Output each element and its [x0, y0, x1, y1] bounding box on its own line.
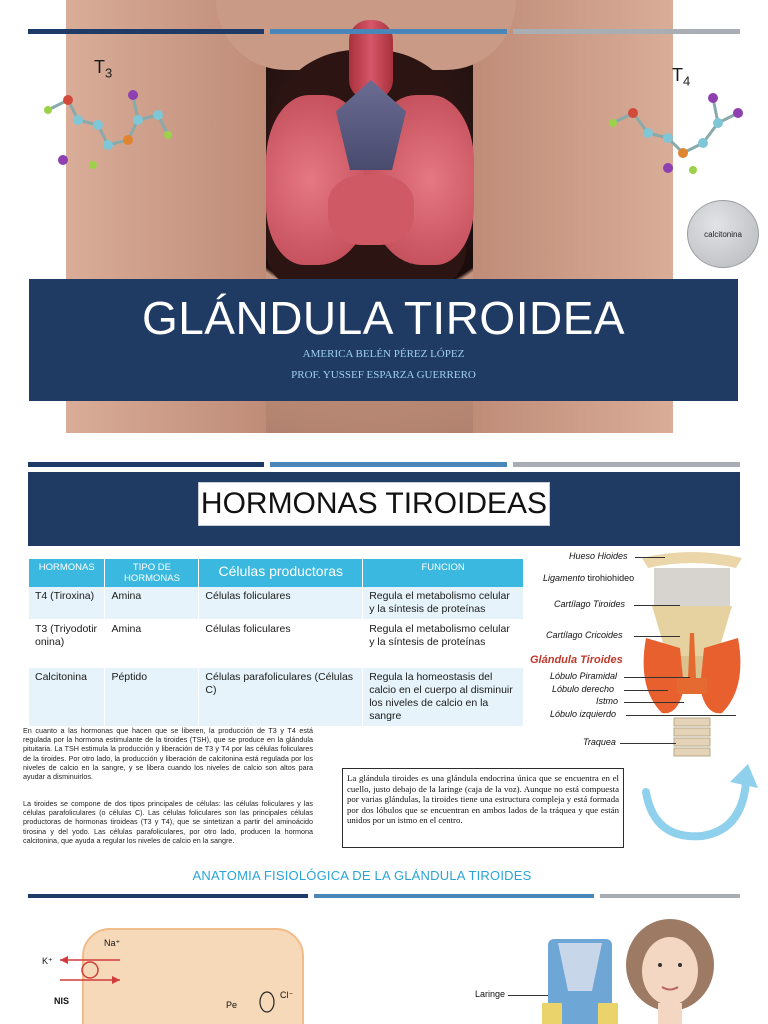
slide-title: GLÁNDULA TIROIDEA: [141, 292, 626, 344]
label-traquea: Traquea: [583, 737, 616, 747]
professor-name: PROF. YUSSEF ESPARZA GUERRERO: [291, 369, 476, 381]
t3-label: $T_3$: [94, 57, 113, 81]
hormones-slide: [0, 452, 768, 1024]
slide-heading: HORMONAS TIROIDEAS: [198, 482, 550, 526]
na-label: Na⁺: [104, 938, 121, 948]
label-lobulo-izquierdo: Lóbulo izquierdo: [550, 709, 617, 719]
k-label: K⁺: [42, 956, 53, 966]
partial-label: Pe: [226, 1000, 238, 1010]
heading-band: [28, 472, 740, 546]
channel-icon: [252, 990, 282, 1014]
cl-label: Cl⁻: [280, 990, 294, 1000]
table-cell: Células foliculares: [199, 587, 363, 620]
title-band: [29, 279, 738, 401]
table-cell: Amina: [105, 587, 199, 620]
curved-arrow-icon: [632, 756, 762, 846]
person-head-icon: [622, 917, 718, 1024]
anatomy-section-title: ANATOMIA FISIOLÓGICA DE LA GLÁNDULA TIROIDES: [192, 868, 532, 883]
top-stripes: [28, 29, 740, 34]
table-header: FUNCION: [363, 559, 524, 587]
table-cell: T4 (Tiroxina): [29, 587, 105, 620]
calcitonina-bubble: calcitonina: [687, 200, 759, 268]
table-row: [29, 668, 524, 727]
table-cell: Péptido: [105, 668, 199, 727]
follicular-cell-diagram: [30, 924, 330, 1024]
laringe-label: Laringe: [475, 989, 506, 999]
cells-paragraph: La tiroides se compone de dos tipos principales de células: las células foliculares y las células parafoliculares (o células C). Las células foliculares son las principales células productoras de hormonas tiroideas (T3 y T4), que se sintetizan a partir del aminoácido tirosina y del yodo. Las células parafoliculares, por otro lado, producen la hormona calcitonina, que ayuda a regular los niveles de calcio en la sangre.: [23, 799, 313, 845]
label-hueso-hioides: Hueso Hioides: [569, 551, 628, 561]
slide3-stripes: [28, 894, 740, 898]
thyroid-description: La glándula tiroides es una glándula endocrina única que se encuentra en el cuello, justo debajo de la laringe (caja de la voz). Aunque no está compuesta por varias glándulas, la tiroides tiene una estructura compleja y está formada por dos lóbulos que se encuentran en ambos lados de la tráquea y que están unidos por un istmo en el centro.: [342, 768, 624, 848]
title-slide: [0, 0, 768, 440]
label-lobulo-piramidal: Lóbulo Piramidal: [550, 671, 618, 681]
table-cell: T3 (Triyodotironina): [29, 620, 105, 668]
table-cell: Regula la homeostasis del calcio en el cuerpo al disminuir los niveles de calcio en la sangre: [363, 668, 524, 727]
slide2-stripes: [28, 462, 740, 467]
t4-molecule-icon: [608, 88, 748, 188]
table-row: [29, 587, 524, 620]
table-header: TIPO DE HORMONAS: [105, 559, 199, 587]
thyroid-person-illustration: [468, 917, 728, 1024]
thyroid-anatomy-icon: [632, 548, 752, 760]
nis-label: NIS: [54, 996, 70, 1006]
transport-arrows-icon: [50, 950, 130, 990]
label-istmo: Istmo: [596, 696, 619, 706]
t4-label: $T_4$: [672, 65, 691, 89]
author-name: AMERICA BELÉN PÉREZ LÓPEZ: [302, 348, 465, 360]
label-cartilago-cricoides: Cartílago Cricoides: [546, 630, 623, 640]
larynx-illustration-icon: [540, 931, 620, 1024]
table-row: [29, 620, 524, 668]
table-cell: Amina: [105, 620, 199, 668]
label-lobulo-derecho: Lóbulo derecho: [552, 684, 615, 694]
table-cell: Regula el metabolismo celular y la síntesis de proteínas: [363, 587, 524, 620]
table-cell: Regula el metabolismo celular y la síntesis de proteínas: [363, 620, 524, 668]
table-cell: Calcitonina: [29, 668, 105, 727]
label-glandula-tiroides: Glándula Tiroides: [530, 654, 623, 666]
label-cartilago-tiroides: Cartílago Tiroides: [554, 599, 625, 609]
table-header: Células productoras: [199, 559, 363, 587]
table-header-row: [29, 559, 524, 587]
table-cell: Células foliculares: [199, 620, 363, 668]
regulation-paragraph: En cuanto a las hormonas que hacen que se liberen, la producción de T3 y T4 está regulada por la hormona estimulante de la tiroides (TSH), que se produce en la glándula pituitaria. La TSH estimula la producción y liberación de T3 y T4 por las células foliculares de la tiroides. Por otro lado, la producción y liberación de calcitonina está regulada por los niveles de calcio en la sangre, y se libera cuando los niveles de calcio son altos para ayudar a disminuirlos.: [23, 726, 313, 782]
hormones-table: [29, 559, 524, 727]
label-ligamento: Ligamento tirohiohideo: [543, 573, 635, 583]
table-cell: Células parafoliculares (Células C): [199, 668, 363, 727]
t3-molecule-icon: [38, 80, 178, 180]
thyroid-anatomy-diagram: [530, 546, 768, 762]
table-header: HORMONAS: [29, 559, 105, 587]
